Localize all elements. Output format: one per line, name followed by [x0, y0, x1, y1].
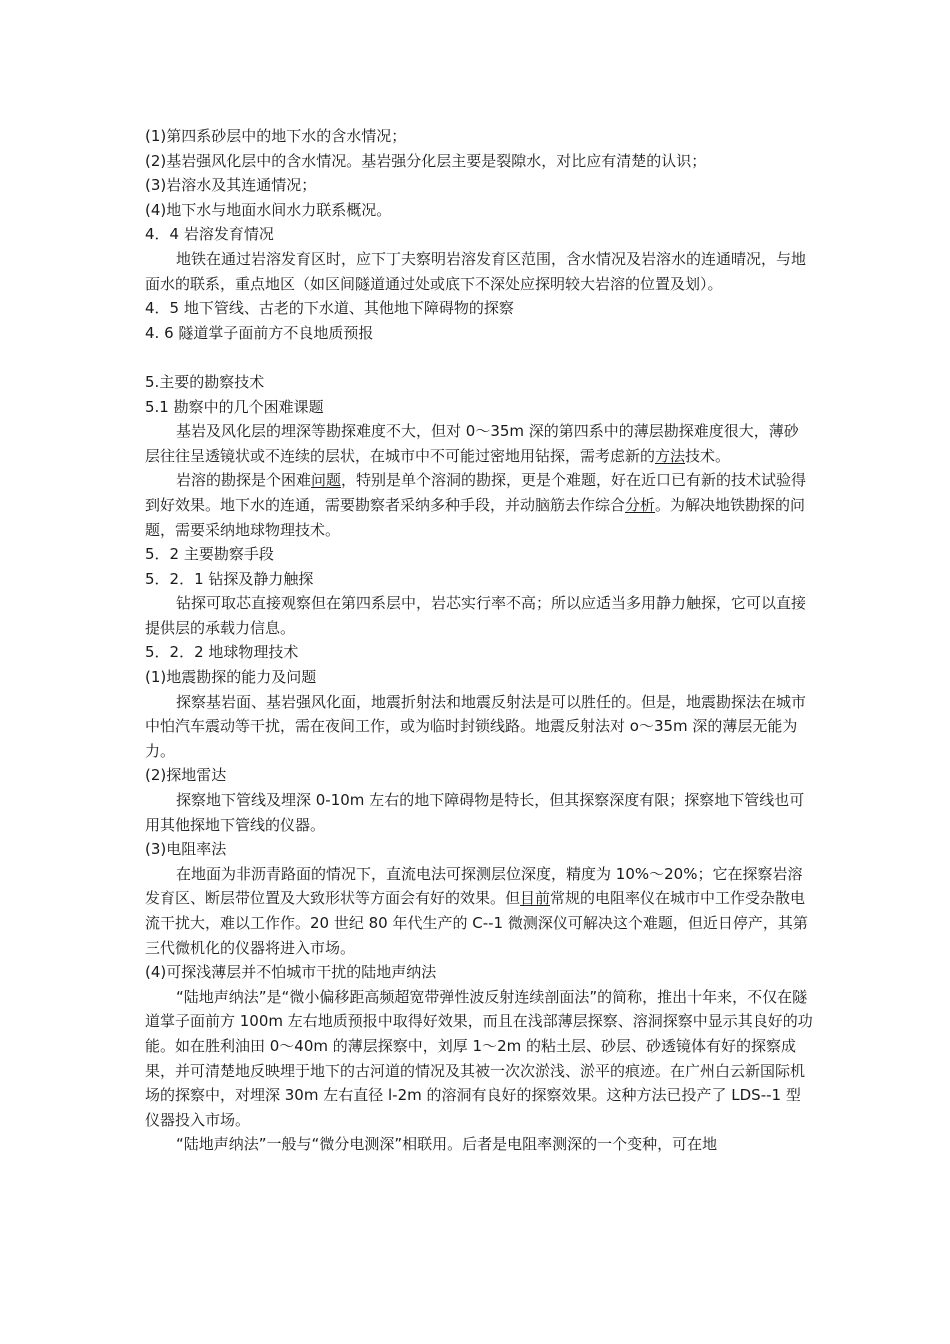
link-current[interactable]: 目前 [520, 889, 551, 908]
subheading-resistivity: (3)电阻率法 [145, 840, 227, 859]
list-item-weathered-rock-water: (2)基岩强风化层中的含水情况。基岩强分化层主要是裂隙水，对比应有清楚的认识； [145, 151, 707, 170]
paragraph-text: 。为解决地铁勘探的问题，需要采纳地球物理技术。 [145, 495, 806, 539]
document-page [145, 124, 813, 1157]
paragraph-text: 技术。 [685, 446, 731, 465]
paragraph-text: 常规的电阻率仪在城市中工作受杂散电流干扰大，难以工作作。20 世纪 80 年代生产的 C--1 微测深仪可解决这个难题，但近日停产，其第三代微机化的仪器将进入市场。 [145, 889, 808, 957]
heading-4-5: 4．5 地下管线、古老的下水道、其他地下障碍物的探察 [145, 299, 514, 318]
list-item-karst-water: (3)岩溶水及其连通情况； [145, 176, 317, 195]
paragraph-text: 岩溶的勘探是个困难 [176, 471, 312, 490]
list-item-quaternary-sand-water: (1)第四系砂层中的地下水的含水情况； [145, 127, 407, 145]
heading-4-6: 4. 6 隧道掌子面前方不良地质预报 [145, 323, 374, 342]
paragraph-text: ，特别是单个溶洞的勘探，更是个难题，好在近口已有新的技术试验得到好效果。地下水的连通，需要勘察者采纳多种手段，并动脑筋去作综合 [145, 471, 807, 514]
paragraph-land-sonar-combined: “陆地声纳法”一般与“微分电测深”相联用。后者是电阻率测深的一个变种，可在地 [176, 1135, 718, 1154]
heading-5-2-1: 5．2．1 钻探及静力触探 [145, 569, 314, 588]
subheading-land-sonar: (4)可探浅薄层并不怕城市干扰的陆地声纳法 [145, 963, 437, 982]
link-method[interactable]: 方法 [655, 446, 686, 465]
paragraph-karst-exploration [145, 468, 813, 542]
paragraph-seismic: 探察基岩面、基岩强风化面，地震折射法和地震反射法是可以胜任的。但是，地震勘探法在城市中怕汽车震动等干扰，需在夜间工作，或为临时封锁线路。地震反射法对 o～35m 深的薄层无能为力。 [145, 692, 807, 760]
list-item-hydraulic-connection: (4)地下水与地面水间水力联系概况。 [145, 200, 392, 219]
paragraph-gpr: 探察地下管线及埋深 0-10m 左右的地下障碍物是特长，但其探察深度有限；探察地下管线也可用其他探地下管线的仪器。 [145, 791, 805, 834]
heading-5: 5.主要的勘察技术 [145, 372, 265, 391]
link-analysis[interactable]: 分析 [625, 495, 656, 514]
paragraph-text: 基岩及风化层的埋深等勘探难度不大，但对 0～35m 深的第四系中的薄层勘探难度很大，薄砂层往往呈透镜状或不连续的层状，在城市中不可能过密地用钻探，需考虑新的 [145, 422, 799, 465]
link-problem[interactable]: 问题 [311, 471, 342, 490]
blank-line [145, 345, 813, 370]
paragraph-difficult-layers [145, 419, 813, 468]
paragraph-resistivity [145, 862, 813, 960]
subheading-seismic: (1)地震勘探的能力及问题 [145, 668, 317, 687]
paragraph-land-sonar: “陆地声纳法”是“微小偏移距高频超宽带弹性波反射连续剖面法”的简称，推出十年来，不仅在隧道掌子面前方 100m 左右地质预报中取得好效果，而且在浅部薄层探察、溶洞探察中显示其良好的功能。如在胜利油田 0～40m 的薄层探察中，刘厚 1～2m 的粘土层、砂层、砂透镜体有好的探察成果，并可清楚地反映埋于地下的古河道的情况及其被一次次淤浅、淤平的痕迹。在广州白云新国际机场的探察中，对埋深 30m 左右直径 l-2m 的溶洞有良好的探察效果。这种方法已投产了 LDS--1 型仪器投入市场。 [145, 987, 813, 1129]
paragraph-karst-development: 地铁在通过岩溶发育区时，应下丁夫察明岩溶发育区范围，含水情况及岩溶水的连通晴况，与地面水的联系，重点地区（如区间隧道通过处或底下不深处应探明较大岩溶的位置及划）。 [145, 249, 807, 293]
heading-5-2-2: 5．2．2 地球物理技术 [145, 643, 299, 662]
heading-5-2: 5．2 主要勘察手段 [145, 545, 274, 564]
paragraph-text: 在地面为非沥青路面的情况下，直流电法可探测层位深度，精度为 10%～20%；它在探察岩溶发育区、断层带位置及大致形状等方面会有好的效果。但 [145, 864, 803, 908]
heading-5-1: 5.1 勘察中的几个困难课题 [145, 397, 324, 416]
paragraph-drilling: 钻探可取芯直接观察但在第四系层中，岩芯实行率不高；所以应适当多用静力触探，它可以直接提供层的承载力信息。 [145, 594, 807, 637]
heading-4-4: 4．4 岩溶发育情况 [145, 225, 274, 244]
subheading-gpr: (2)探地雷达 [145, 766, 227, 785]
